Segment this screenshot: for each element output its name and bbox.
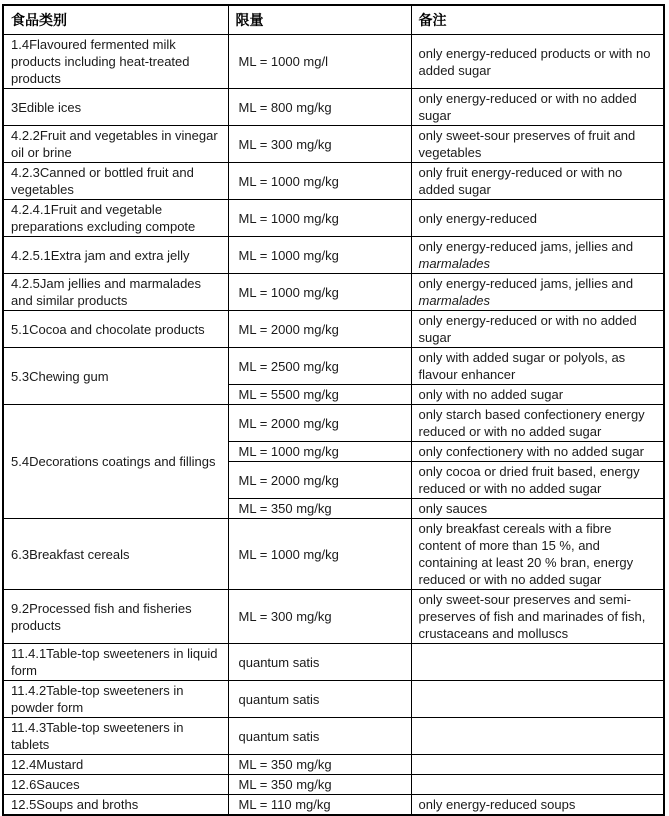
limit-cell: ML = 2500 mg/kg bbox=[228, 348, 411, 385]
table-row bbox=[3, 348, 664, 385]
remark-cell bbox=[411, 644, 664, 681]
limit-cell: ML = 2000 mg/kg bbox=[228, 462, 411, 499]
remark-text: only with no added sugar bbox=[418, 387, 564, 402]
table-row bbox=[3, 200, 664, 237]
remark-cell bbox=[411, 200, 664, 237]
table-body bbox=[3, 35, 664, 816]
remark-cell bbox=[411, 681, 664, 718]
remark-cell bbox=[411, 237, 664, 274]
category-cell: 12.5Soups and broths bbox=[3, 795, 228, 816]
remark-cell bbox=[411, 89, 664, 126]
remark-text: only cocoa or dried fruit based, energy reduced or with no added sugar bbox=[418, 464, 640, 496]
remark-text: only energy-reduced soups bbox=[418, 797, 576, 812]
remark-cell bbox=[411, 442, 664, 462]
table-row bbox=[3, 405, 664, 442]
limit-cell: ML = 5500 mg/kg bbox=[228, 385, 411, 405]
limit-cell: ML = 1000 mg/l bbox=[228, 35, 411, 89]
remark-italic-text: marmalades bbox=[418, 256, 491, 271]
table-row bbox=[3, 237, 664, 274]
limit-cell: ML = 800 mg/kg bbox=[228, 89, 411, 126]
table-row bbox=[3, 590, 664, 644]
category-cell: 11.4.2Table-top sweeteners in powder form bbox=[3, 681, 228, 718]
remark-cell bbox=[411, 462, 664, 499]
remark-cell bbox=[411, 311, 664, 348]
remark-cell bbox=[411, 499, 664, 519]
table-row bbox=[3, 311, 664, 348]
remark-text: only sweet-sour preserves and semi-preserves of fish and marinades of fish, crustaceans and molluscs bbox=[418, 592, 646, 641]
limit-cell: ML = 350 mg/kg bbox=[228, 499, 411, 519]
category-cell: 12.6Sauces bbox=[3, 775, 228, 795]
remark-text: only confectionery with no added sugar bbox=[418, 444, 644, 459]
remark-cell bbox=[411, 126, 664, 163]
limit-cell: ML = 1000 mg/kg bbox=[228, 237, 411, 274]
remark-text: only energy-reduced jams, jellies and bbox=[418, 239, 634, 254]
limit-cell: ML = 350 mg/kg bbox=[228, 775, 411, 795]
category-cell: 4.2.2Fruit and vegetables in vinegar oil or brine bbox=[3, 126, 228, 163]
remark-cell bbox=[411, 755, 664, 775]
remark-text: only fruit energy-reduced or with no added sugar bbox=[418, 165, 623, 197]
remark-cell bbox=[411, 590, 664, 644]
sweetener-limits-table bbox=[2, 4, 665, 816]
remark-cell bbox=[411, 348, 664, 385]
category-cell: 5.3Chewing gum bbox=[3, 348, 228, 405]
remark-cell bbox=[411, 775, 664, 795]
remark-cell bbox=[411, 405, 664, 442]
category-cell: 4.2.3Canned or bottled fruit and vegetables bbox=[3, 163, 228, 200]
limit-cell: quantum satis bbox=[228, 681, 411, 718]
limit-cell: ML = 2000 mg/kg bbox=[228, 311, 411, 348]
remark-text: only energy-reduced bbox=[418, 210, 538, 226]
remark-cell bbox=[411, 35, 664, 89]
limit-cell: ML = 1000 mg/kg bbox=[228, 274, 411, 311]
remark-text: only energy-reduced products or with no added sugar bbox=[418, 45, 651, 78]
remark-text: only energy-reduced or with no added sugar bbox=[418, 91, 637, 123]
table-row bbox=[3, 519, 664, 590]
table-row bbox=[3, 681, 664, 718]
remark-text: only starch based confectionery energy reduced or with no added sugar bbox=[418, 407, 645, 439]
table-row bbox=[3, 126, 664, 163]
limit-cell: ML = 350 mg/kg bbox=[228, 755, 411, 775]
header-row bbox=[3, 5, 664, 35]
limit-cell: ML = 1000 mg/kg bbox=[228, 519, 411, 590]
category-cell: 1.4Flavoured fermented milk products including heat-treated products bbox=[3, 35, 228, 89]
table-row bbox=[3, 644, 664, 681]
limit-cell: ML = 300 mg/kg bbox=[228, 126, 411, 163]
limit-cell: quantum satis bbox=[228, 718, 411, 755]
limit-cell: ML = 1000 mg/kg bbox=[228, 163, 411, 200]
table-header bbox=[3, 5, 664, 35]
remark-text: only energy-reduced or with no added sugar bbox=[418, 313, 637, 345]
table-row bbox=[3, 274, 664, 311]
remark-text: only sauces bbox=[418, 501, 488, 516]
limit-cell: quantum satis bbox=[228, 644, 411, 681]
limit-cell: ML = 1000 mg/kg bbox=[228, 442, 411, 462]
column-header-limit: 限量 bbox=[228, 5, 411, 35]
table-row bbox=[3, 775, 664, 795]
column-header-category: 食品类别 bbox=[3, 5, 228, 35]
remark-text: only sweet-sour preserves of fruit and vegetables bbox=[418, 128, 636, 160]
category-cell: 3Edible ices bbox=[3, 89, 228, 126]
category-cell: 4.2.5.1Extra jam and extra jelly bbox=[3, 237, 228, 274]
limit-cell: ML = 110 mg/kg bbox=[228, 795, 411, 816]
remark-italic-text: marmalades bbox=[418, 293, 491, 308]
table-row bbox=[3, 718, 664, 755]
category-cell: 11.4.3Table-top sweeteners in tablets bbox=[3, 718, 228, 755]
table-row bbox=[3, 163, 664, 200]
remark-text: only breakfast cereals with a fibre content of more than 15 %, and containing at least 20 % bran, energy reduced or with no added sugar bbox=[418, 521, 634, 587]
category-cell: 4.2.4.1Fruit and vegetable preparations excluding compote bbox=[3, 200, 228, 237]
category-cell: 6.3Breakfast cereals bbox=[3, 519, 228, 590]
category-cell: 5.4Decorations coatings and fillings bbox=[3, 405, 228, 519]
category-cell: 12.4Mustard bbox=[3, 755, 228, 775]
category-cell: 5.1Cocoa and chocolate products bbox=[3, 311, 228, 348]
remark-text: only energy-reduced jams, jellies and bbox=[418, 276, 634, 291]
remark-cell bbox=[411, 718, 664, 755]
table-row bbox=[3, 89, 664, 126]
remark-cell bbox=[411, 519, 664, 590]
limit-cell: ML = 300 mg/kg bbox=[228, 590, 411, 644]
table-row bbox=[3, 755, 664, 775]
remark-text: only with added sugar or polyols, as flavour enhancer bbox=[418, 350, 626, 382]
table-row bbox=[3, 35, 664, 89]
column-header-remark: 备注 bbox=[411, 5, 664, 35]
category-cell: 4.2.5Jam jellies and marmalades and similar products bbox=[3, 274, 228, 311]
remark-cell bbox=[411, 163, 664, 200]
limit-cell: ML = 1000 mg/kg bbox=[228, 200, 411, 237]
limit-cell: ML = 2000 mg/kg bbox=[228, 405, 411, 442]
category-cell: 11.4.1Table-top sweeteners in liquid form bbox=[3, 644, 228, 681]
category-cell: 9.2Processed fish and fisheries products bbox=[3, 590, 228, 644]
remark-cell bbox=[411, 274, 664, 311]
remark-cell bbox=[411, 385, 664, 405]
